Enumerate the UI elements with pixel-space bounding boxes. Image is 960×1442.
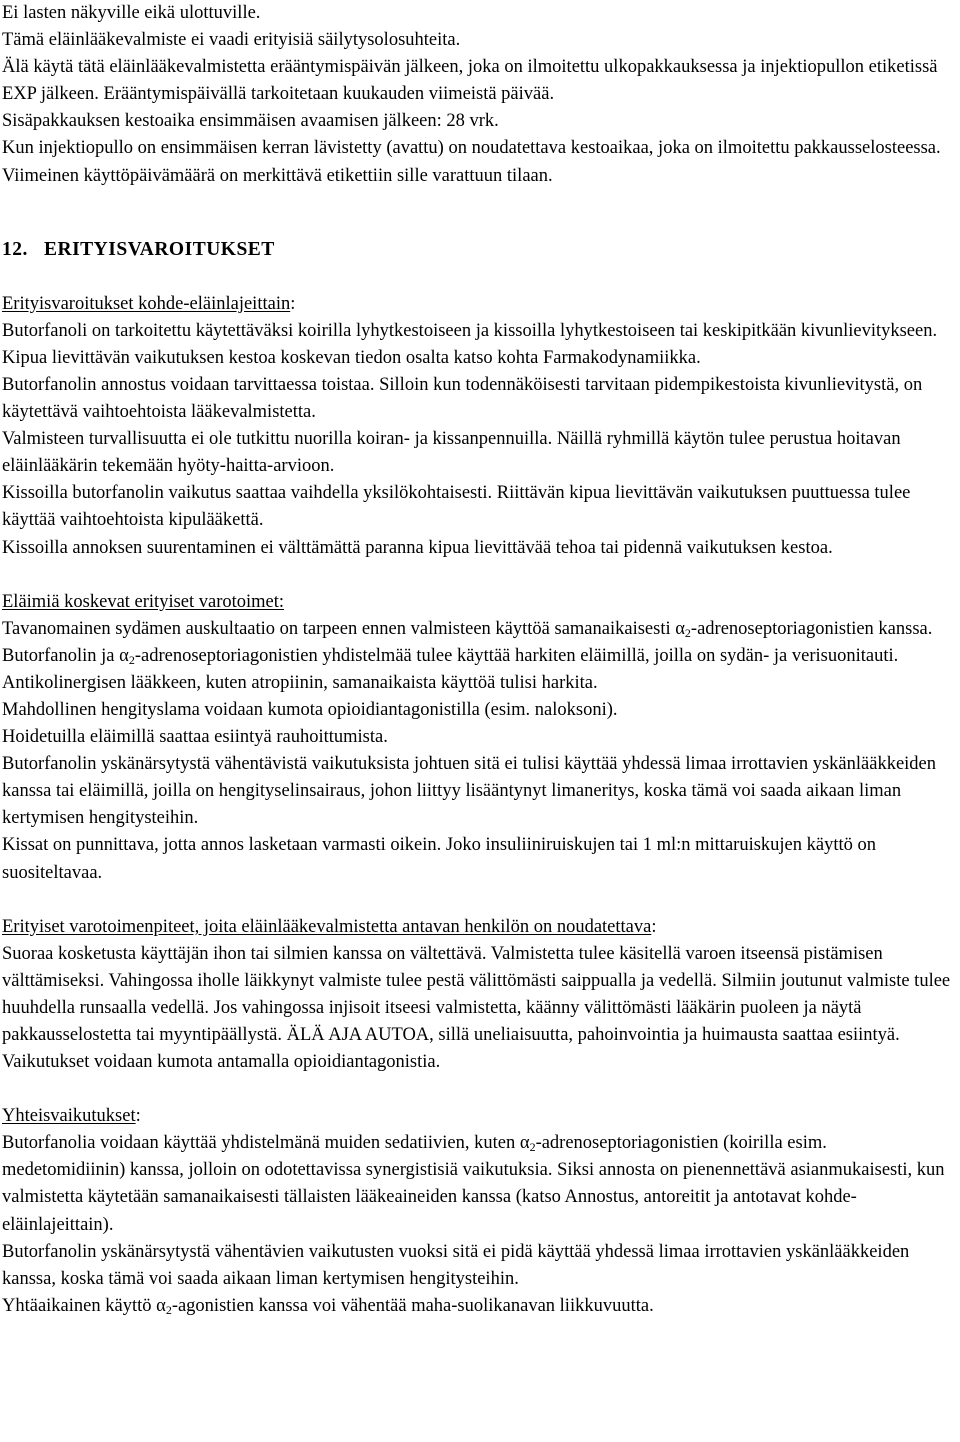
target-species-paragraph-1: Butorfanoli on tarkoitettu käytettäväksi koirilla lyhytkestoiseen ja kissoilla lyhytkestoiseen tai keskipitkään kivunlievitykseen. Kipua lievittävän vaikutuksen kestoa koskevan tiedon osalta katso kohta Farmakodynamiikka. bbox=[2, 320, 938, 368]
interactions-heading bbox=[2, 1103, 954, 1130]
text-run: Yhtäaikainen käyttö α bbox=[2, 1295, 166, 1316]
text-run: -agonistien kanssa voi vähentää maha-suolikanavan liikkuvuutta. bbox=[171, 1295, 654, 1316]
target-species-paragraph-5: Kissoilla annoksen suurentaminen ei välttämättä paranna kipua lievittävää tehoa tai pidennä vaikutuksen kestoa. bbox=[2, 537, 833, 558]
subscript: 2 bbox=[165, 1302, 172, 1317]
spacer bbox=[2, 562, 954, 589]
storage-paragraph-4: Sisäpakkauksen kestoaika ensimmäisen avaamisen jälkeen: 28 vrk. bbox=[2, 111, 499, 132]
heading-colon: : bbox=[290, 293, 296, 314]
animal-precautions-paragraph-3: Hoidetuilla eläimillä saattaa esiintyä rauhoittumista. bbox=[2, 727, 388, 748]
interactions-paragraph-3 bbox=[2, 1293, 954, 1320]
storage-paragraph-5: Kun injektiopullo on ensimmäisen kerran lävistetty (avattu) on noudatettava kestoaikaa, joka on ilmoitettu pakkausselosteessa. Viimeinen käyttöpäivämäärä on merkittävä etikettiin sille varattuun tilaan. bbox=[2, 138, 941, 186]
section-heading bbox=[2, 236, 954, 264]
user-precautions-heading bbox=[2, 914, 954, 941]
text-run: -adrenoseptoriagonistien (koirilla esim. medetomidiinin) kanssa, jolloin on odotettavissa synergistisiä vaikutuksia. Siksi annosta on pienennettävä asianmukaisesti, kun valmistetta käytetään samanaikaisesti tällaisten lääkeaineiden kanssa (katso Annostus, antoreitit ja antotavat kohde-eläinlajeittain). bbox=[2, 1133, 945, 1235]
target-species-paragraph-4: Kissoilla butorfanolin vaikutus saattaa vaihdella yksilökohtaisesti. Riittävän kipua lievittävän vaikutuksen puuttuessa tulee käyttää vaihtoehtoista kipulääkettä. bbox=[2, 483, 911, 531]
spacer bbox=[2, 1076, 954, 1103]
document-page bbox=[2, 0, 954, 1320]
heading-colon: : bbox=[651, 916, 657, 937]
section-title: ERITYISVAROITUKSET bbox=[44, 238, 275, 260]
subscript: 2 bbox=[684, 625, 691, 640]
spacer bbox=[2, 887, 954, 914]
storage-paragraph-3: Älä käytä tätä eläinlääkevalmistetta erääntymispäivän jälkeen, joka on ilmoitettu ulkopakkauksessa ja injektiopullon etiketissä EXP jälkeen. Erääntymispäivällä tarkoitetaan kuukauden viimeistä päivää. bbox=[2, 57, 938, 105]
animal-precautions-paragraph-4: Butorfanolin yskänärsytystä vähentävistä vaikutuksista johtuen sitä ei tulisi käyttää yhdessä limaa irrottavien yskänlääkkeiden kanssa tai eläimillä, joilla on hengityselinsairaus, johon liittyy lisääntynyt limaneritys, koska tämä voi saada aikaan liman kertymisen hengitysteihin. bbox=[2, 754, 937, 829]
animal-precautions-paragraph-1 bbox=[2, 616, 954, 697]
text-run: -adrenoseptoriagonistien kanssa. Butorfanolin ja α bbox=[2, 618, 933, 666]
interactions-paragraph-1 bbox=[2, 1130, 954, 1238]
target-species-heading-text: Erityisvaroitukset kohde-eläinlajeittain bbox=[2, 293, 291, 314]
section-number: 12. bbox=[2, 238, 28, 260]
animal-precautions-heading bbox=[2, 589, 954, 616]
text-run: -adrenoseptoriagonistien yhdistelmää tulee käyttää harkiten eläimillä, joilla on sydän- ja verisuonitauti. Antikolinergisen lääkkeen, kuten atropiinin, samanaikaista käyttöä tulisi harkita. bbox=[2, 645, 899, 693]
target-species-paragraph-3: Valmisteen turvallisuutta ei ole tutkittu nuorilla koiran- ja kissanpennuilla. Näillä ryhmillä käytön tulee perustua hoitavan eläinlääkärin tekemään hyöty-haitta-arvioon. bbox=[2, 429, 901, 477]
interactions-heading-text: Yhteisvaikutukset bbox=[2, 1106, 136, 1127]
text-run: Butorfanolia voidaan käyttää yhdistelmänä muiden sedatiivien, kuten α bbox=[2, 1133, 530, 1154]
animal-precautions-paragraph-5: Kissat on punnittava, jotta annos lasketaan varmasti oikein. Joko insuliiniruiskujen tai 1 ml:n mittaruiskujen käyttö on suositeltavaa. bbox=[2, 835, 876, 883]
spacer bbox=[2, 264, 954, 291]
spacer bbox=[2, 190, 954, 236]
target-species-heading bbox=[2, 291, 954, 318]
storage-paragraph-1: Ei lasten näkyville eikä ulottuville. bbox=[2, 3, 261, 23]
interactions-paragraph-2: Butorfanolin yskänärsytystä vähentävien vaikutusten vuoksi sitä ei pidä käyttää yhdessä limaa irrottavien yskänlääkkeiden kanssa, koska tämä voi saada aikaan liman kertymisen hengitysteihin. bbox=[2, 1241, 910, 1289]
storage-paragraph-2: Tämä eläinlääkevalmiste ei vaadi erityisiä säilytysolosuhteita. bbox=[2, 30, 461, 51]
target-species-paragraph-2: Butorfanolin annostus voidaan tarvittaessa toistaa. Silloin kun todennäköisesti tarvitaan pidempikestoista kivunlievitystä, on käytettävä vaihtoehtoista lääkevalmistetta. bbox=[2, 374, 923, 423]
animal-precautions-heading-text: Eläimiä koskevat erityiset varotoimet: bbox=[2, 591, 285, 612]
subscript: 2 bbox=[128, 652, 135, 667]
subscript: 2 bbox=[529, 1140, 536, 1155]
animal-precautions-paragraph-2: Mahdollinen hengityslama voidaan kumota opioidiantagonistilla (esim. naloksoni). bbox=[2, 699, 618, 720]
heading-colon: : bbox=[135, 1106, 141, 1127]
user-precautions-paragraph-1: Suoraa kosketusta käyttäjän ihon tai silmien kanssa on vältettävä. Valmistetta tulee käsitellä varoen itseensä pistämisen välttämiseksi. Vahingossa iholle läikkynyt valmiste tulee pestä välittömästi saippualla ja vedellä. Silmiin joutunut valmiste tulee huuhdella runsaalla vedellä. Jos vahingossa injisoit itseesi valmistetta, käänny välittömästi lääkärin puoleen ja näytä pakkausselostetta tai myyntipäällystä. ÄLÄ AJA AUTOA, sillä uneliaisuutta, pahoinvointia ja huimausta saattaa esiintyä. Vaikutukset voidaan kumota antamalla opioidiantagonistia. bbox=[2, 943, 951, 1073]
user-precautions-heading-text: Erityiset varotoimenpiteet, joita eläinlääkevalmistetta antavan henkilön on noudatettava bbox=[2, 916, 652, 937]
text-run: Tavanomainen sydämen auskultaatio on tarpeen ennen valmisteen käyttöä samanaikaisesti α bbox=[2, 618, 685, 639]
